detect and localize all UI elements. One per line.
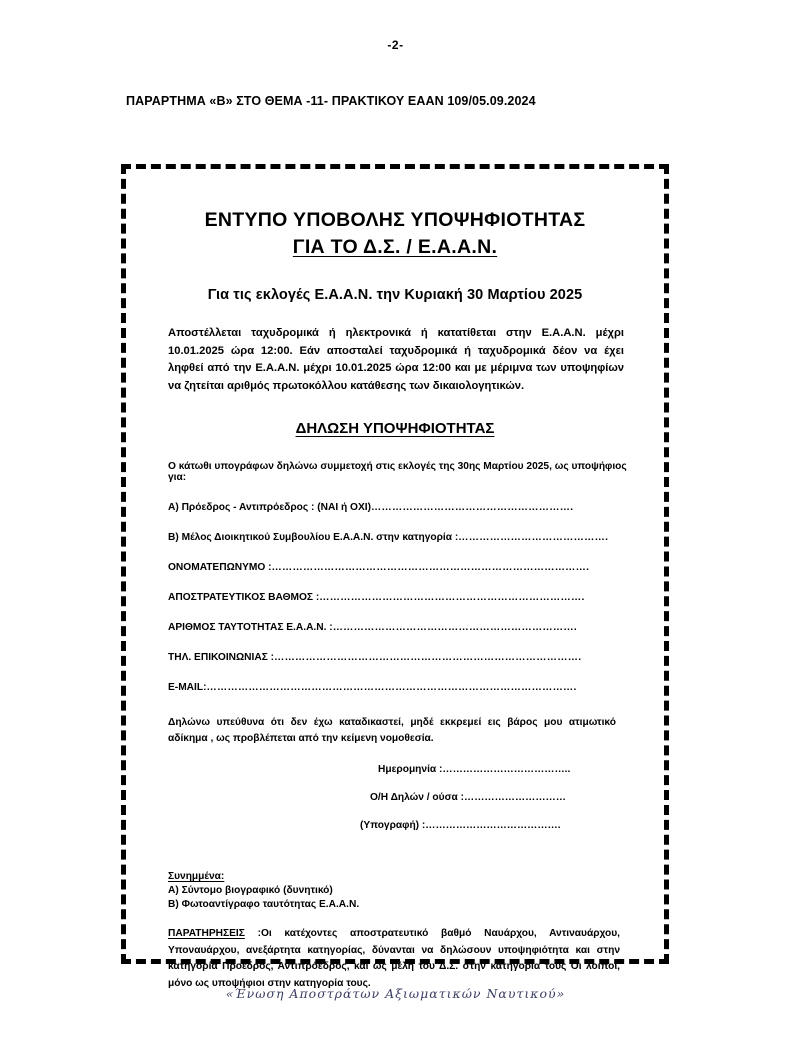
field-dots: ……………………………………………………………………………………………. (206, 681, 577, 693)
field-label: Ο/Η Δηλών / ούσα : (370, 792, 465, 804)
field-label: Β) Μέλος Διοικητικού Συμβουλίου Ε.Α.Α.Ν. στην κατηγορία : (168, 531, 459, 543)
field-president-vicepresident[interactable] (160, 502, 630, 513)
field-dots: …………………………………………………. (370, 501, 574, 513)
field-declarant-name[interactable] (160, 792, 630, 803)
field-label: ΟΝΟΜΑΤΕΠΩΝΥΜΟ : (168, 561, 272, 573)
field-email[interactable] (160, 682, 630, 693)
field-board-member-category[interactable] (160, 532, 630, 543)
form-title-line2: ΓΙΑ ΤΟ Δ.Σ. / Ε.Α.Α.Ν. (292, 236, 498, 258)
form-title-line1: ΕΝΤΥΠΟ ΥΠΟΒΟΛΗΣ ΥΠΟΨΗΦΙΟΤΗΤΑΣ (204, 209, 586, 231)
document-header: ΠΑΡΑΡΤΗΜΑ «Β» ΣΤΟ ΘΕΜΑ -11- ΠΡΑΚΤΙΚΟΥ ΕΑΑΝ 109/05.09.2024 (126, 94, 536, 108)
field-label: ΑΠΟΣΤΡΑΤΕΥΤΙΚΟΣ ΒΑΘΜΟΣ : (168, 591, 320, 603)
field-dots: …………………………………. (425, 820, 561, 832)
declaration-intro: Ο κάτωθι υπογράφων δηλώνω συμμετοχή στις εκλογές της 30ης Μαρτίου 2025, ως υποψήφιος για: (168, 460, 627, 483)
field-label: E-MAIL: (168, 681, 207, 693)
field-dots: ………………………………………………………………………………. (271, 561, 590, 573)
field-dots: ………………………… (464, 792, 566, 804)
field-label: Ημερομηνία : (378, 764, 443, 776)
field-contact-phone[interactable] (160, 652, 630, 663)
field-date[interactable] (160, 764, 630, 775)
attachments-title: Συνημμένα: (168, 871, 225, 883)
form-subtitle: Για τις εκλογές Ε.Α.Α.Ν. την Κυριακή 30 Μαρτίου 2025 (207, 287, 583, 303)
field-dots: ……………………………………. (458, 531, 609, 543)
field-dots: ……………………………………………………………………………. (274, 651, 582, 663)
notes-label: ΠΑΡΑΤΗΡΗΣΕΙΣ (168, 928, 245, 940)
field-full-name[interactable] (160, 562, 630, 573)
field-label: Α) Πρόεδρος - Αντιπρόεδρος : (ΝΑΙ ή ΟΧΙ) (168, 501, 371, 513)
attachment-item: Α) Σύντομο βιογραφικό (δυνητικό) (168, 885, 333, 897)
affirmation-text: Δηλώνω υπεύθυνα ότι δεν έχω καταδικαστεί, μηδέ εκκρεμεί εις βάρος μου ατιμωτικό αδίκημα , ως προβλέπεται από την κείμενη νομοθεσία. (168, 716, 616, 745)
field-signature[interactable] (160, 820, 630, 831)
field-dots: ……………………………….. (442, 764, 571, 776)
document-footer: «Ένωση Αποστράτων Αξιωματικών Ναυτικού» (225, 986, 566, 1001)
field-retirement-rank[interactable] (160, 592, 630, 603)
section-title-declaration: ΔΗΛΩΣΗ ΥΠΟΨΗΦΙΟΤΗΤΑΣ (295, 419, 495, 437)
submission-instructions: Αποστέλλεται ταχυδρομικά ή ηλεκτρονικά ή κατατίθεται στην Ε.Α.Α.Ν. μέχρι 10.01.2025 ώρα 12:00. Εάν αποσταλεί ταχυδρομικά ή ταχυδρομικά δέον να έχει ληφθεί από την Ε.Α.Α.Ν. μέχρι 10.01.2025 ώρα 12:00 και με μέριμνα των υποψηφίων να ζητείται αριθμός πρωτοκόλλου κατάθεσης των δικαιολογητικών. (168, 327, 624, 393)
attachment-item: Β) Φωτοαντίγραφο ταυτότητας Ε.Α.Α.Ν. (168, 899, 360, 911)
field-dots: ……………………………………………………………. (332, 621, 578, 633)
field-label: (Υπογραφή) : (360, 820, 426, 832)
field-eaan-id-number[interactable] (160, 622, 630, 633)
notes-block (160, 926, 630, 992)
notes-text: :Οι κατέχοντες αποστρατευτικό βαθμό Ναυάρχου, Αντιναυάρχου, Υποναυάρχου, ανεξάρτητα κατηγορίας, δύνανται να δηλώσουν υποψηφιότητα και στην κατηγορία Προέδρος, Αντιπρόεδρος, και ως μέλη του Δ.Σ. στην κατηγορία τους Οι λοιποί, μόνο ως υποψήφιοι στην κατηγορία τους. (168, 928, 620, 989)
document-page (0, 38, 791, 1062)
page-number: -2- (387, 38, 404, 52)
field-label: ΑΡΙΘΜΟΣ ΤΑΥΤΟΤΗΤΑΣ Ε.Α.Α.Ν. : (168, 621, 333, 633)
field-label: ΤΗΛ. ΕΠΙΚΟΙΝΩΝΙΑΣ : (168, 651, 275, 663)
form-frame (121, 164, 669, 989)
field-dots: …………………………………………………………………. (319, 591, 585, 603)
